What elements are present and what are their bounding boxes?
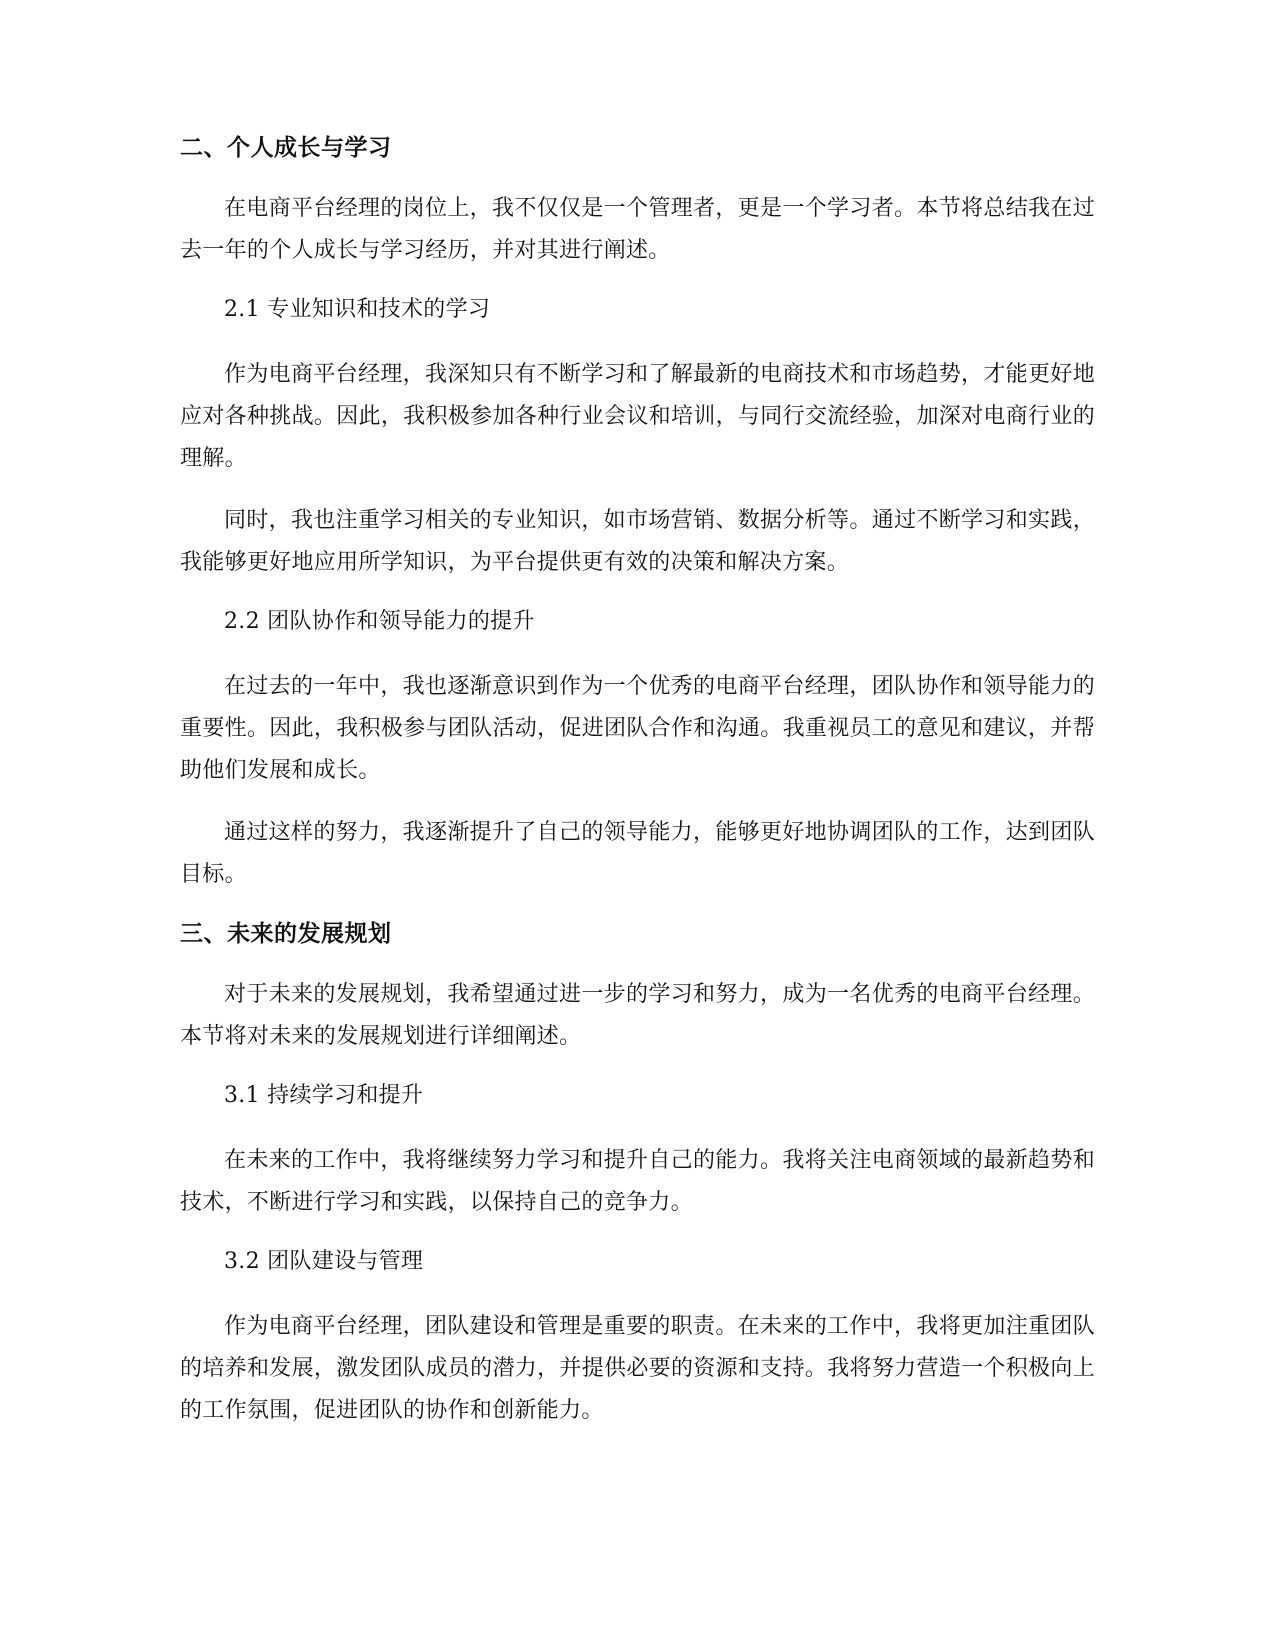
subsection-title: 2.1 专业知识和技术的学习 — [224, 297, 491, 322]
subsection-title: 3.1 持续学习和提升 — [224, 1083, 424, 1108]
section-future-plan — [180, 916, 1095, 1432]
section-heading: 三、未来的发展规划 — [180, 921, 392, 947]
subsection-title: 2.2 团队协作和领导能力的提升 — [224, 609, 535, 634]
section-heading: 二、个人成长与学习 — [180, 135, 392, 161]
document-page — [180, 130, 1095, 1452]
body-paragraph: 作为电商平台经理，我深知只有不断学习和了解最新的电商技术和市场趋势，才能更好地应对各种挑战。因此，我积极参加各种行业会议和培训，与同行交流经验，加深对电商行业的理解。 — [180, 362, 1095, 471]
body-paragraph: 在未来的工作中，我将继续努力学习和提升自己的能力。我将关注电商领域的最新趋势和技术，不断进行学习和实践，以保持自己的竞争力。 — [180, 1148, 1095, 1215]
body-paragraph: 同时，我也注重学习相关的专业知识，如市场营销、数据分析等。通过不断学习和实践，我能够更好地应用所学知识，为平台提供更有效的决策和解决方案。 — [180, 508, 1095, 575]
subsection-title: 3.2 团队建设与管理 — [224, 1249, 424, 1274]
body-paragraph: 作为电商平台经理，团队建设和管理是重要的职责。在未来的工作中，我将更加注重团队的培养和发展，激发团队成员的潜力，并提供必要的资源和支持。我将努力营造一个积极向上的工作氛围，促进团队的协作和创新能力。 — [180, 1314, 1095, 1423]
body-paragraph: 通过这样的努力，我逐渐提升了自己的领导能力，能够更好地协调团队的工作，达到团队目标。 — [180, 820, 1095, 887]
section-intro-paragraph: 对于未来的发展规划，我希望通过进一步的学习和努力，成为一名优秀的电商平台经理。本节将对未来的发展规划进行详细阐述。 — [180, 982, 1095, 1049]
section-intro-paragraph: 在电商平台经理的岗位上，我不仅仅是一个管理者，更是一个学习者。本节将总结我在过去一年的个人成长与学习经历，并对其进行阐述。 — [180, 196, 1095, 263]
body-paragraph: 在过去的一年中，我也逐渐意识到作为一个优秀的电商平台经理，团队协作和领导能力的重要性。因此，我积极参与团队活动，促进团队合作和沟通。我重视员工的意见和建议，并帮助他们发展和成长。 — [180, 674, 1095, 783]
section-personal-growth — [180, 130, 1095, 896]
